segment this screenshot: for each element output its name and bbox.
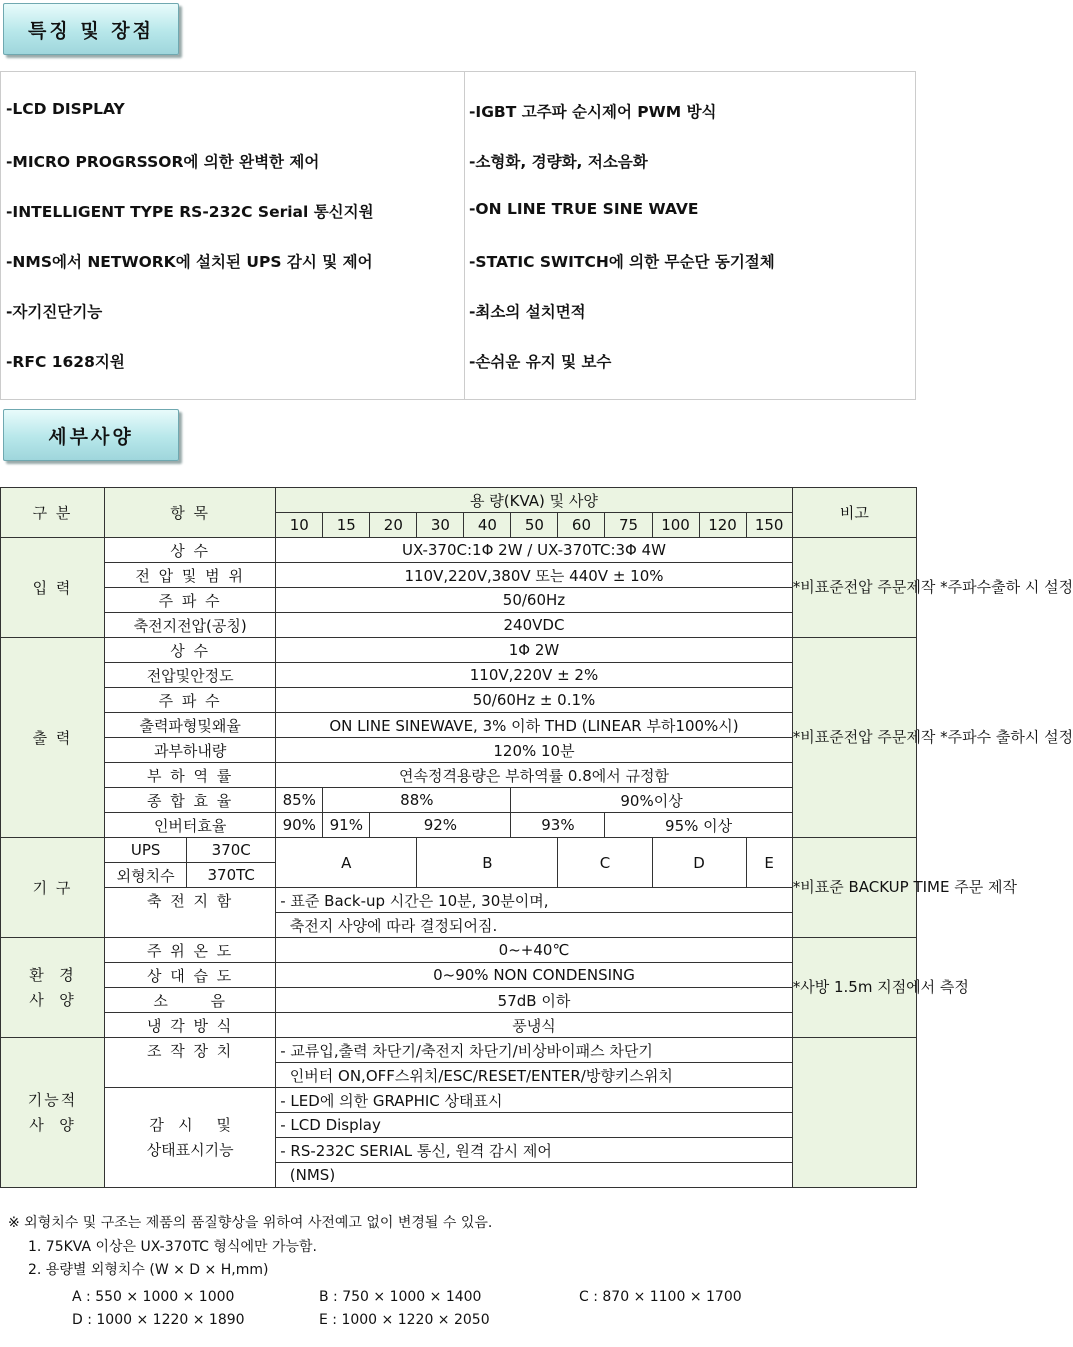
ups-label: UPS bbox=[105, 838, 187, 863]
features-section-title: 특징 및 장점 bbox=[28, 19, 154, 42]
output-value: 110V,220V ± 2% bbox=[276, 663, 792, 688]
header-gubun: 구 분 bbox=[1, 488, 105, 538]
dim-a: A : 550 × 1000 × 1000 bbox=[72, 1289, 235, 1305]
features-box bbox=[0, 71, 916, 400]
dim-label: 외형치수 bbox=[105, 863, 187, 888]
dim-c: C : 870 × 1100 × 1700 bbox=[579, 1289, 742, 1305]
header-remark: 비고 bbox=[792, 488, 916, 538]
capacity-cell: 10 bbox=[276, 513, 323, 538]
battery-line-2: 축전지 사양에 따라 결정되어짐. bbox=[276, 913, 792, 938]
feature-left-3: -INTELLIGENT TYPE RS-232C Serial 통신지원 bbox=[6, 203, 374, 221]
feature-left-6: -RFC 1628지원 bbox=[6, 353, 125, 371]
input-value: 240VDC bbox=[276, 613, 792, 638]
spec-table bbox=[0, 487, 1073, 1188]
output-value: 50/60Hz ± 0.1% bbox=[276, 688, 792, 713]
capacity-cell: 120 bbox=[699, 513, 746, 538]
input-value: 50/60Hz bbox=[276, 588, 792, 613]
capacity-cell: 50 bbox=[511, 513, 558, 538]
output-item: 전압및안정도 bbox=[105, 663, 276, 688]
input-item: 주 파 수 bbox=[105, 588, 276, 613]
dim-d: D : 1000 × 1220 × 1890 bbox=[72, 1312, 245, 1328]
total-efficiency-value: 90%이상 bbox=[511, 788, 792, 813]
output-remark: *비표준전압 주문제작 *주파수 출하시 설정 bbox=[792, 638, 916, 838]
feature-right-3: -ON LINE TRUE SINE WAVE bbox=[469, 200, 699, 218]
header-capacity: 용 량(KVA) 및 사양 bbox=[276, 488, 792, 513]
input-value: 110V,220V,380V 또는 440V ± 10% bbox=[276, 563, 792, 588]
features-divider bbox=[464, 72, 465, 399]
input-item: 상 수 bbox=[105, 538, 276, 563]
mech-label: 기 구 bbox=[1, 838, 105, 938]
env-value: 57dB 이하 bbox=[276, 988, 792, 1013]
capacity-cell: 100 bbox=[652, 513, 699, 538]
func-label: 기능적 사 양 bbox=[1, 1038, 105, 1188]
output-item: 부 하 역 률 bbox=[105, 763, 276, 788]
inverter-efficiency-value: 95% 이상 bbox=[605, 813, 792, 838]
output-value: ON LINE SINEWAVE, 3% 이하 THD (LINEAR 부하100%시) bbox=[276, 713, 792, 738]
feature-right-2: -소형화, 경량화, 저소음화 bbox=[469, 153, 648, 171]
spec-section-tab bbox=[3, 409, 179, 461]
capacity-cell: 30 bbox=[417, 513, 464, 538]
inverter-efficiency-value: 90% bbox=[276, 813, 323, 838]
note-line-2: 1. 75KVA 이상은 UX-370TC 형식에만 가능함. bbox=[28, 1239, 317, 1255]
inverter-efficiency-value: 91% bbox=[323, 813, 370, 838]
feature-right-5: -최소의 설치면적 bbox=[469, 303, 586, 321]
output-item: 상 수 bbox=[105, 638, 276, 663]
env-remark: *사방 1.5m 지점에서 측정 bbox=[792, 938, 916, 1038]
env-item: 소 음 bbox=[105, 988, 276, 1013]
header-item: 항 목 bbox=[105, 488, 276, 538]
capacity-cell: 15 bbox=[323, 513, 370, 538]
total-efficiency-value: 85% bbox=[276, 788, 323, 813]
monitor-line-2: - LCD Display bbox=[276, 1113, 792, 1138]
env-value: 0~+40℃ bbox=[276, 938, 792, 963]
control-item: 조 작 장 치 bbox=[105, 1038, 276, 1088]
feature-left-5: -자기진단기능 bbox=[6, 303, 103, 321]
inverter-efficiency-value: 92% bbox=[370, 813, 511, 838]
capacity-cell: 60 bbox=[558, 513, 605, 538]
env-value: 0~90% NON CONDENSING bbox=[276, 963, 792, 988]
feature-left-2: -MICRO PROGRSSOR에 의한 완벽한 제어 bbox=[6, 153, 320, 171]
spec-section-title: 세부사양 bbox=[48, 425, 134, 448]
env-item: 주 위 온 도 bbox=[105, 938, 276, 963]
inverter-efficiency-item: 인버터효율 bbox=[105, 813, 276, 838]
output-value: 연속정격용량은 부하역률 0.8에서 규정함 bbox=[276, 763, 792, 788]
ups-model: 370C bbox=[187, 838, 276, 863]
size-b: B bbox=[417, 838, 558, 888]
capacity-cell: 20 bbox=[370, 513, 417, 538]
feature-right-1: -IGBT 고주파 순시제어 PWM 방식 bbox=[469, 103, 717, 121]
input-item: 전 압 및 범 위 bbox=[105, 563, 276, 588]
total-efficiency-item: 종 합 효 율 bbox=[105, 788, 276, 813]
battery-line-1: - 표준 Back-up 시간은 10분, 30분이며, bbox=[276, 888, 792, 913]
feature-right-6: -손쉬운 유지 및 보수 bbox=[469, 353, 612, 371]
size-e: E bbox=[746, 838, 792, 888]
control-line-1: - 교류입,출력 차단기/축전지 차단기/비상바이패스 차단기 bbox=[276, 1038, 792, 1063]
output-label: 출 력 bbox=[1, 638, 105, 838]
capacity-cell: 75 bbox=[605, 513, 652, 538]
inverter-efficiency-value: 93% bbox=[511, 813, 605, 838]
env-label: 환 경 사 양 bbox=[1, 938, 105, 1038]
input-remark: *비표준전압 주문제작 *주파수출하 시 설정 bbox=[792, 538, 916, 638]
size-c: C bbox=[558, 838, 652, 888]
feature-right-4: -STATIC SWITCH에 의한 무순단 동기절체 bbox=[469, 253, 775, 271]
size-d: D bbox=[652, 838, 746, 888]
output-item: 주 파 수 bbox=[105, 688, 276, 713]
output-value: 1Φ 2W bbox=[276, 638, 792, 663]
func-remark bbox=[792, 1038, 916, 1188]
battery-item: 축 전 지 함 bbox=[105, 888, 276, 938]
capacity-cell: 40 bbox=[464, 513, 511, 538]
output-item: 출력파형및왜율 bbox=[105, 713, 276, 738]
note-line-1: ※ 외형치수 및 구조는 제품의 품질향상을 위하여 사전예고 없이 변경될 수 있음. bbox=[8, 1215, 493, 1231]
total-efficiency-value: 88% bbox=[323, 788, 511, 813]
control-line-2: 인버터 ON,OFF스위치/ESC/RESET/ENTER/방향키스위치 bbox=[276, 1063, 792, 1088]
monitor-item: 감 시 및 상태표시기능 bbox=[105, 1088, 276, 1188]
output-item: 과부하내량 bbox=[105, 738, 276, 763]
mech-remark: *비표준 BACKUP TIME 주문 제작 bbox=[792, 838, 916, 938]
feature-left-1: -LCD DISPLAY bbox=[6, 100, 125, 118]
capacity-cell: 150 bbox=[746, 513, 792, 538]
dim-b: B : 750 × 1000 × 1400 bbox=[319, 1289, 482, 1305]
env-value: 풍냉식 bbox=[276, 1013, 792, 1038]
dim-e: E : 1000 × 1220 × 2050 bbox=[319, 1312, 490, 1328]
monitor-line-3: - RS-232C SERIAL 통신, 원격 감시 제어 bbox=[276, 1138, 792, 1163]
dim-model: 370TC bbox=[187, 863, 276, 888]
monitor-line-4: (NMS) bbox=[276, 1163, 792, 1188]
env-item: 상 대 습 도 bbox=[105, 963, 276, 988]
monitor-line-1: - LED에 의한 GRAPHIC 상태표시 bbox=[276, 1088, 792, 1113]
input-item: 축전지전압(공칭) bbox=[105, 613, 276, 638]
output-value: 120% 10분 bbox=[276, 738, 792, 763]
env-item: 냉 각 방 식 bbox=[105, 1013, 276, 1038]
size-a: A bbox=[276, 838, 417, 888]
features-section-tab bbox=[3, 3, 179, 55]
note-line-3: 2. 용량별 외형치수 (W × D × H,mm) bbox=[28, 1262, 269, 1278]
feature-left-4: -NMS에서 NETWORK에 설치된 UPS 감시 및 제어 bbox=[6, 253, 373, 271]
input-label: 입 력 bbox=[1, 538, 105, 638]
input-value: UX-370C:1Φ 2W / UX-370TC:3Φ 4W bbox=[276, 538, 792, 563]
